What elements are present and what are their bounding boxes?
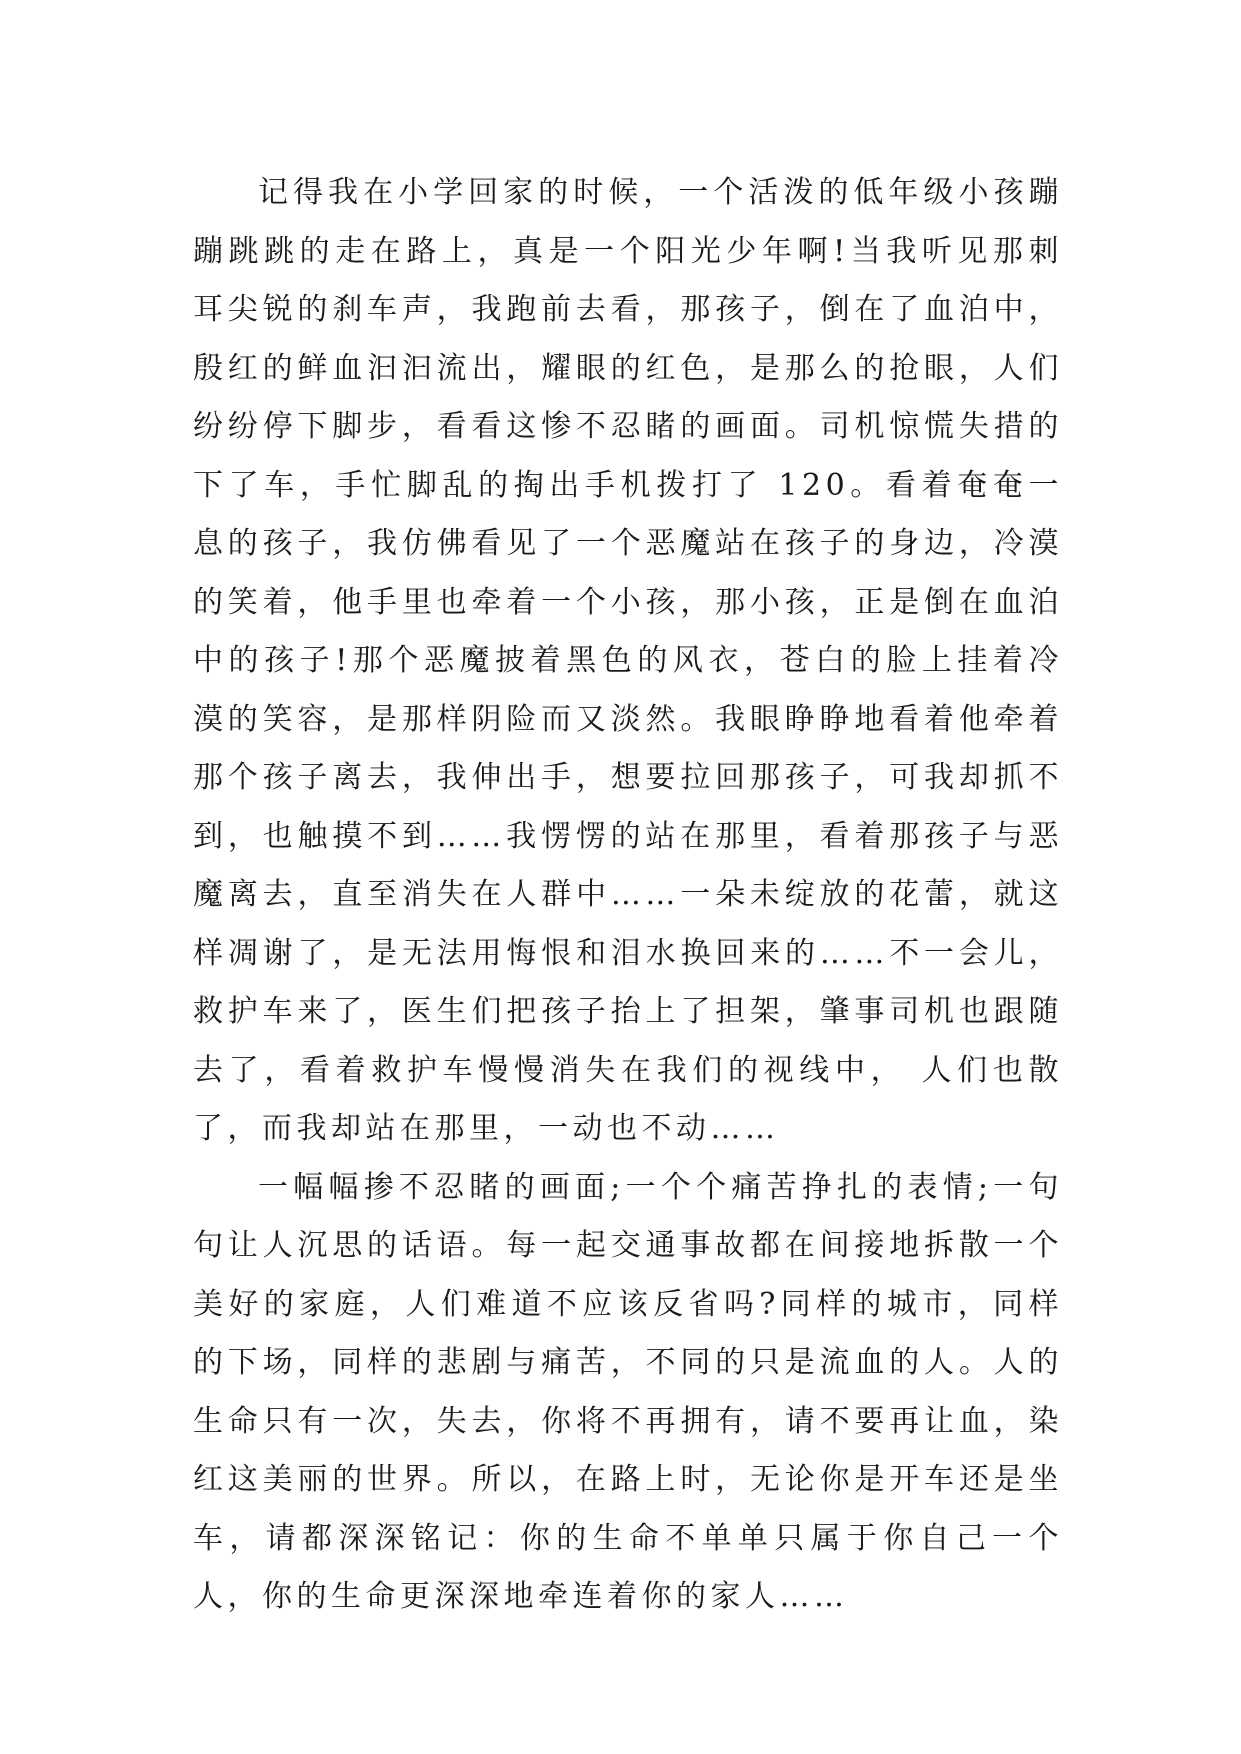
paragraph-1: 记得我在小学回家的时候，一个活泼的低年级小孩蹦蹦跳跳的走在路上，真是一个阳光少年啊!当我听见那刺耳尖锐的刹车声，我跑前去看，那孩子，倒在了血泊中，殷红的鲜血汩汩流出，耀眼的红色，是那么的抢眼，人们纷纷停下脚步，看看这惨不忍睹的画面。司机惊慌失措的下了车，手忙脚乱的掏出手机拨打了 120。看着奄奄一息的孩子，我仿佛看见了一个恶魔站在孩子的身边，冷漠的笑着，他手里也牵着一个小孩，那小孩，正是倒在血泊中的孩子!那个恶魔披着黑色的风衣，苍白的脸上挂着冷漠的笑容，是那样阴险而又淡然。我眼睁睁地看着他牵着那个孩子离去，我伸出手，想要拉回那孩子，可我却抓不到，也触摸不到……我愣愣的站在那里，看着那孩子与恶魔离去，直至消失在人群中……一朵未绽放的花蕾，就这样凋谢了，是无法用悔恨和泪水换回来的……不一会儿，救护车来了，医生们把孩子抬上了担架，肇事司机也跟随去了，看着救护车慢慢消失在我们的视线中， 人们也散了，而我却站在那里，一动也不动…… [193,175,1063,1146]
body-text [193,164,1063,1627]
paragraph-2: 一幅幅掺不忍睹的画面;一个个痛苦挣扎的表情;一句句让人沉思的话语。每一起交通事故都在间接地拆散一个美好的家庭，人们难道不应该反省吗?同样的城市，同样的下场，同样的悲剧与痛苦，不同的只是流血的人。人的生命只有一次，失去，你将不再拥有，请不要再让血，染红这美丽的世界。所以，在路上时，无论你是开车还是坐车，请都深深铭记：你的生命不单单只属于你自己一个人，你的生命更深深地牵连着你的家人…… [193,1169,1063,1614]
